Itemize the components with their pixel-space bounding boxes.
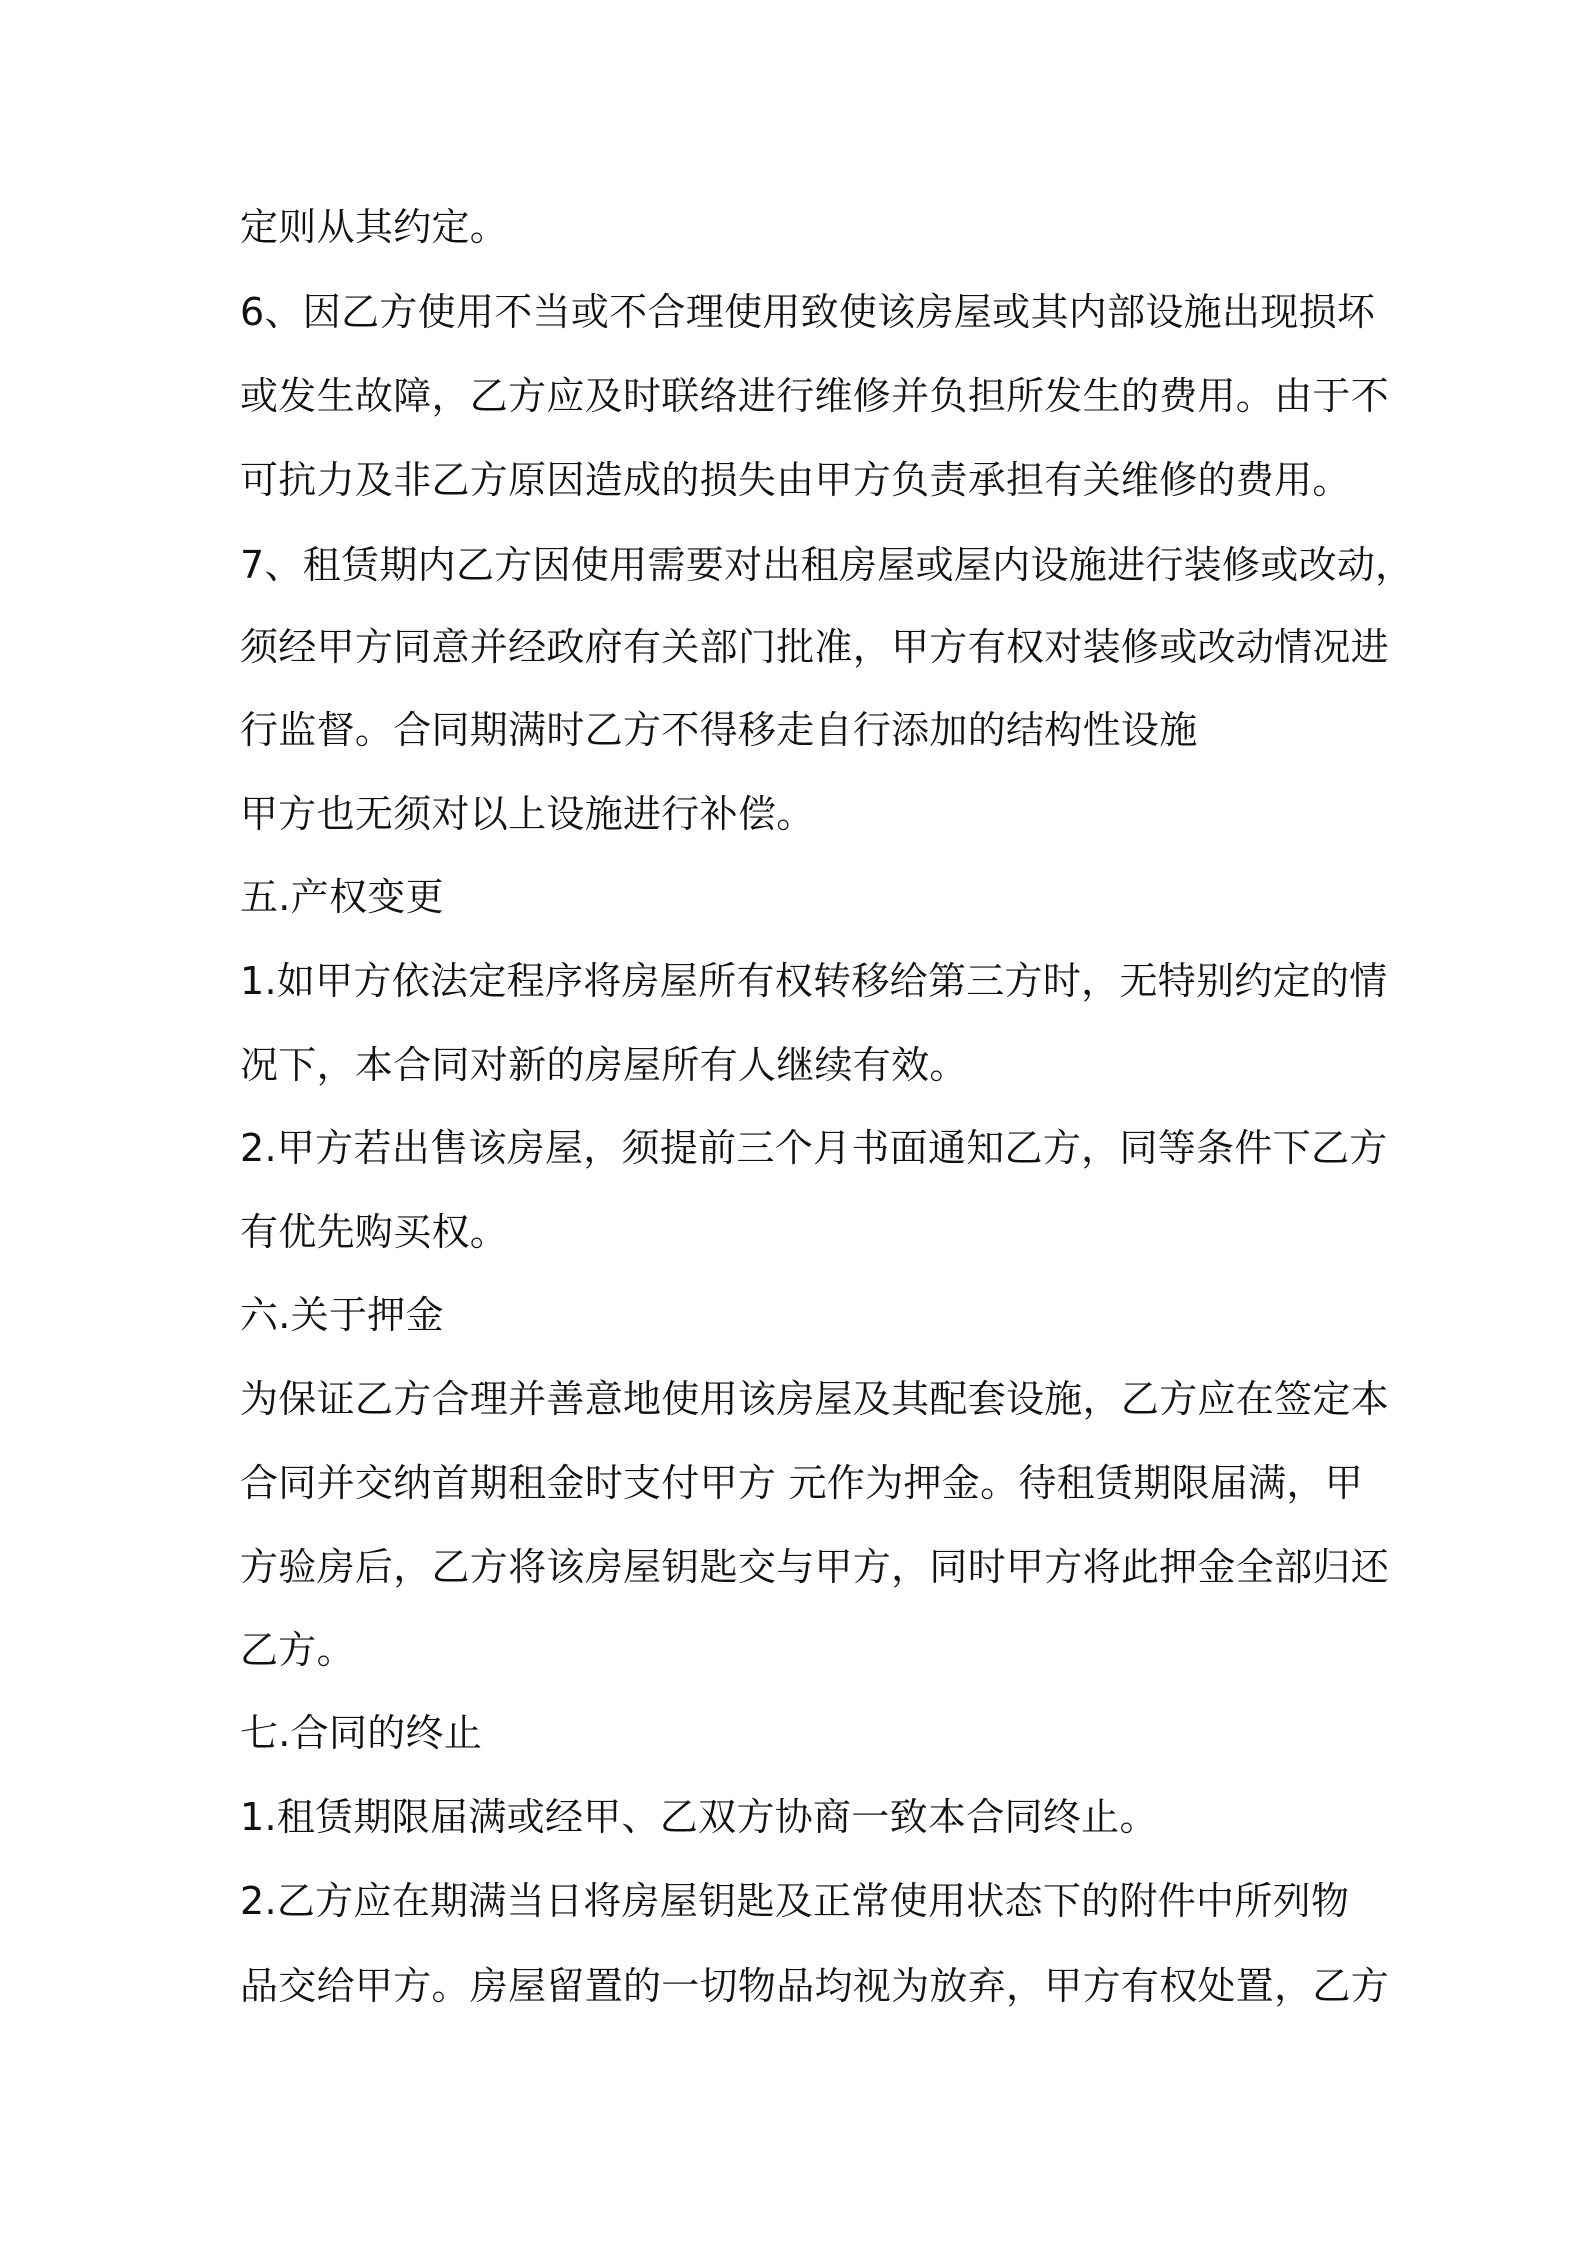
text-line: 甲方也无须对以上设施进行补偿。 [240, 792, 815, 836]
text-line: 6、因乙方使用不当或不合理使用致使该房屋或其内部设施出现损坏 [240, 290, 1376, 334]
text-line: 合同并交纳首期租金时支付甲方 元作为押金。待租赁期限届满，甲 [240, 1461, 1364, 1505]
text-line: 有优先购买权。 [240, 1210, 509, 1254]
text-line: 定则从其约定。 [240, 205, 509, 249]
text-line: 须经甲方同意并经政府有关部门批准，甲方有权对装修或改动情况进 [240, 625, 1390, 669]
text-line: 2.甲方若出售该房屋，须提前三个月书面通知乙方，同等条件下乙方 [240, 1126, 1388, 1170]
text-line: 为保证乙方合理并善意地使用该房屋及其配套设施，乙方应在签定本 [240, 1377, 1390, 1421]
text-line: 行监督。合同期满时乙方不得移走自行添加的结构性设施 [240, 708, 1198, 752]
text-line: 7、租赁期内乙方因使用需要对出租房屋或屋内设施进行装修或改动， [240, 543, 1414, 587]
text-line: 可抗力及非乙方原因造成的损失由甲方负责承担有关维修的费用。 [240, 458, 1351, 502]
text-line: 2.乙方应在期满当日将房屋钥匙及正常使用状态下的附件中所列物 [240, 1879, 1350, 1923]
text-line: 或发生故障，乙方应及时联络进行维修并负担所发生的费用。由于不 [240, 374, 1390, 418]
section-heading: 七.合同的终止 [240, 1711, 483, 1755]
text-line: 1.如甲方依法定程序将房屋所有权转移给第三方时，无特别约定的情 [240, 959, 1388, 1003]
text-line: 乙方。 [240, 1628, 355, 1672]
text-line: 况下，本合同对新的房屋所有人继续有效。 [240, 1043, 968, 1087]
text-line: 方验房后，乙方将该房屋钥匙交与甲方，同时甲方将此押金全部归还 [240, 1545, 1390, 1589]
section-heading: 五.产权变更 [240, 875, 444, 919]
text-line: 1.租赁期限届满或经甲、乙双方协商一致本合同终止。 [240, 1795, 1158, 1839]
section-heading: 六.关于押金 [240, 1293, 444, 1337]
text-line: 品交给甲方。房屋留置的一切物品均视为放弃，甲方有权处置，乙方 [240, 1964, 1390, 2008]
